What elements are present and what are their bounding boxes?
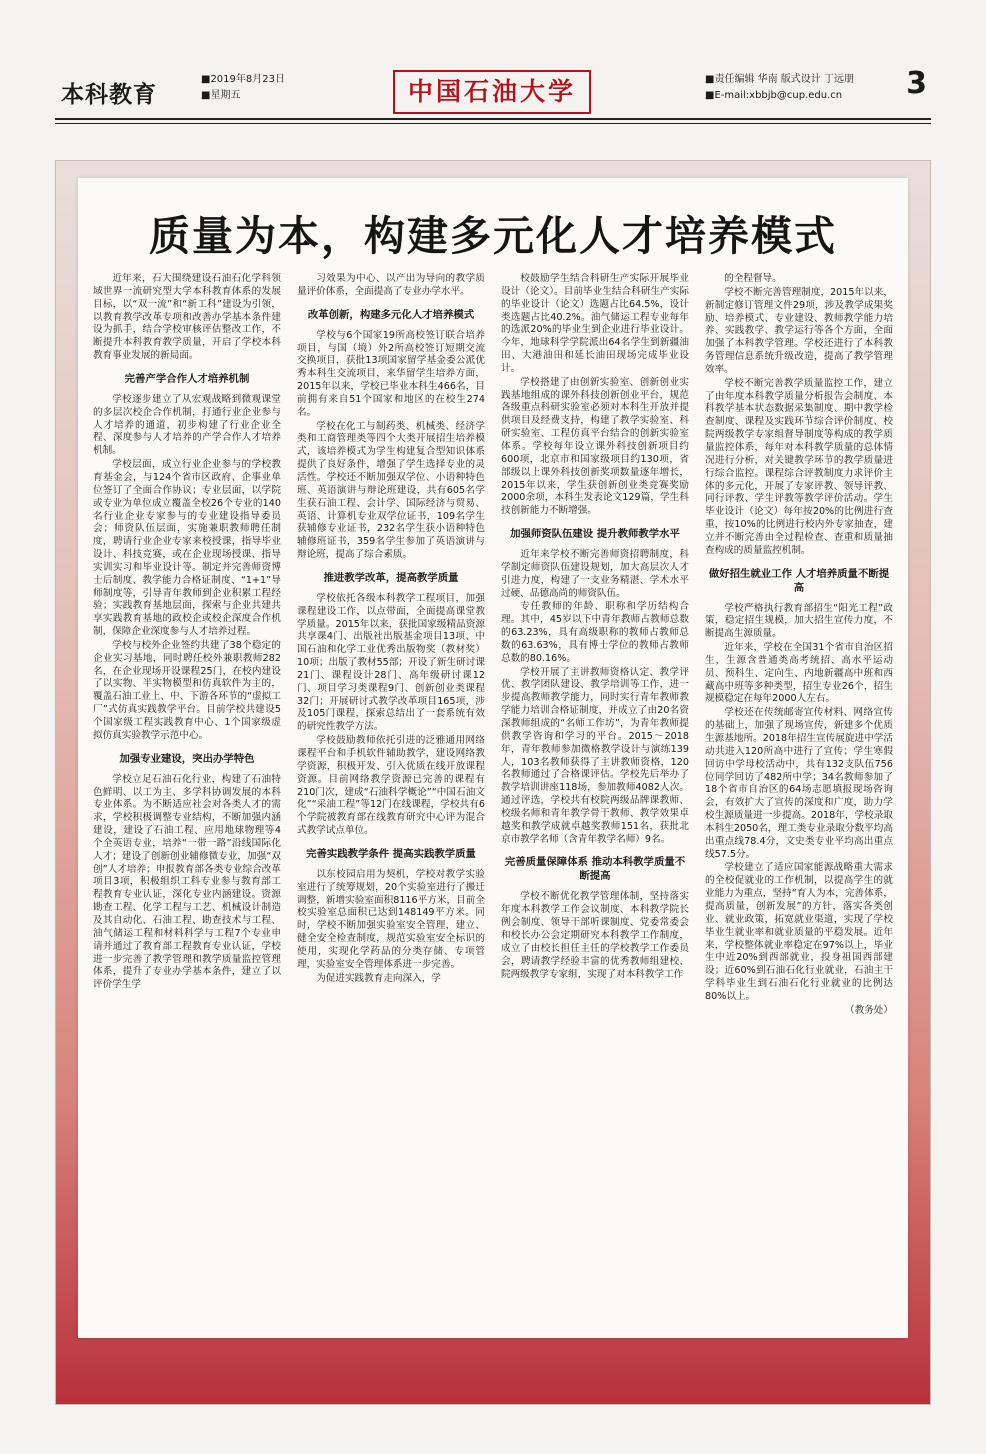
body-paragraph: 专任教师的年龄、职称和学历结构合理。其中，45岁以下中青年教师占教师总数的63.23%，具有高级职称的教师占教师总数的63.63%，具有博士学位的教师占教师总数的80.16%。: [501, 601, 689, 664]
section-heading: 改革创新，构建多元化人才培养模式: [307, 308, 475, 321]
body-paragraph: 近年来，学校在全国31个省市自治区招生，生源含普通类高考统招、高水平运动员、预科生、定向生、内地新疆高中班和西藏高中班等多种类型，招生专业26个，招生规模稳定在每年2000人左右。: [705, 642, 893, 705]
body-paragraph: 学校不断优化教学管理体制，坚持落实年度本科教学工作会议制度、本科教学院长例会制度、领导干部听课制度、党委常委会和校长办公会定期研究本科教学工作制度，成立了由校长担任主任的学校教学工作委员会，聘请教学经验丰富的优秀教师组建校、院两级教学专家组，实现了对本科教学工作: [501, 891, 689, 980]
body-paragraph: 学校不断完善教学质量监控工作，建立了由年度本科教学质量分析报告会制度、本科教学基本状态数据采集制度、期中教学检查制度、课程及实践环节综合评价制度、校院两级教学专家组督导制度等构成的教学质量监控体系，每年对本科教学质量的总体情况进行分析，对关键教学环节的教学质量进行综合监控。课程综合评教制度力求评价主体的多元化，开展了专家评教、领导评教、同行评教、学生评教等教学评价活动。学生毕业设计（论文）每年按20%的比例进行查重，按10%的比例进行校内外专家抽查，建立并不断完善由全过程检查、查重和质量抽查构成的质量监控机制。: [705, 377, 893, 556]
editors-line: ■责任编辑 华南 版式设计 丁远朋: [705, 74, 854, 85]
article-panel: [78, 178, 908, 1338]
newspaper-logo: 中国石油大学: [393, 70, 591, 114]
section-name: 本科教育: [61, 82, 157, 108]
article-column-2: [297, 273, 485, 1323]
body-paragraph: 以东校园启用为契机，学校对教学实验室进行了统筹规划，20个实验室进行了搬迁调整，新增实验室面积8116平方米，目前全校实验室总面积已达到148149平方米。同时，学校不断加强实验室安全管理，建立、健全安全检查制度，规范实验室安全标识的使用，实现化学药品的分类存储、专项管理，实验室安全管理体系进一步完善。: [297, 868, 485, 970]
issue-weekday: ■星期五: [201, 90, 241, 101]
body-paragraph: 学校依托各级本科教学工程项目，加强课程建设工作，以点带面，全面提高课堂教学质量。2015年以来，获批国家级精品资源共享课4门、出版社出版基金项目13项、中国石油和化学工业优秀出版物奖（教材奖）10项；出版了教材55部；开设了新生研讨课21门、课程设计28门、高年级研讨课12门、项目学习类课程9门、创新创业类课程32门；开展研讨式教学改革项目165项，涉及105门课程，探索总结出了一套系统有效的研究性教学方法。: [297, 592, 485, 733]
section-heading: 完善实践教学条件 提高实践教学质量: [306, 847, 476, 860]
article-column-4: [705, 273, 893, 1323]
article-column-3: [501, 273, 689, 1323]
issue-date: ■2019年8月23日: [201, 74, 285, 85]
body-paragraph: 校鼓励学生结合科研生产实际开展毕业设计（论文）。目前毕业生结合科研生产实际的毕业设计（论文）选题占比64.5%，设计类选题占比40.2%。油气储运工程专业每年的选派20%的毕业生到企业进行毕业设计。今年，地球科学学院派出64名学生到新疆油田、大港油田和延长油田现场完成毕业设计。: [501, 273, 689, 374]
body-paragraph: 为促进实践教育走向深入，学: [316, 972, 441, 984]
body-paragraph: 习效果为中心、以产出为导向的教学质量评价体系，全面提高了专业办学水平。: [297, 273, 485, 297]
body-paragraph: 的全程督导。: [724, 273, 782, 284]
section-heading: 完善质量保障体系 推动本科教学质量不断提高: [504, 856, 686, 883]
page-number: 3: [906, 66, 927, 101]
article-headline: 质量为本，构建多元化人才培养模式: [149, 212, 837, 260]
email-line: ■E-mail:xbbjb@cup.edu.cn: [705, 90, 843, 101]
article-column-1: [93, 273, 281, 1323]
body-paragraph: 近年来学校不断完善师资招聘制度，科学制定师资队伍建设规划，加大高层次人才引进力度，构建了一支业务精湛、学术水平过硬、品德高尚的师资队伍。: [501, 549, 689, 599]
issue-info: [201, 72, 285, 104]
body-paragraph: 学校严格执行教育部招生“阳光工程”政策，稳定招生规模，加大招生宣传力度，不断提高生源质量。: [705, 602, 893, 640]
body-paragraph: 学校还在传统邮寄宣传材料、网络宣传的基础上，加强了现场宣传，新建多个优质生源基地所。2018年招生宣传展旋进中学活动共进入120所高中进行了宣传；学生寒假回访中学母校活动中，共有132支队伍756位同学回访了482所中学；34名教师参加了18个省市自治区的64场志愿填报现场咨询会，有效扩大了宣传的深度和广度，助力学校生源质量进一步提高。2018年，学校录取本科生2050名，理工类专业录取分数平均高出重点线78.4分，文史类专业平均高出重点线57.5分。: [705, 707, 893, 860]
header-rule-thin: [55, 123, 931, 124]
masthead: [55, 66, 931, 118]
header-rule-thick: [55, 118, 931, 120]
editor-info: [705, 72, 854, 104]
article-body: [93, 273, 893, 1323]
body-paragraph: 学校搭建了由创新实验室、创新创业实践基地组成的课外科技创新创业平台，规范各级重点科研实验室必须对本科生开放并提供项目及经费支持，构建了教学实验室、科研实验室、工程仿真平台结合的创新实验室体系。学校每年设立课外科技创新项目约600项，北京市和国家级项目约130项，省部级以上课外科技创新奖项数量逐年增长，2015年以来，学生获创新创业类竞赛奖励2000余项，本科生发表论文129篇，学生科技创新能力不断增强。: [501, 376, 689, 517]
section-heading: 加强师资队伍建设 提升教师教学水平: [510, 528, 680, 541]
body-paragraph: 学校不断完善管理制度，2015年以来，新制定修订管理文件29项，涉及教学成果奖励、培养模式、专业建设、教师教学能力培养、实践教学、教学运行等各个方面，全面加强了本科教学管理。学校还进行了本科教务管理信息系统升级改造，提高了教学管理效率。: [705, 286, 893, 375]
author-signature: （教务处）: [845, 1004, 893, 1016]
section-heading: 做好招生就业工作 人才培养质量不断提高: [708, 567, 890, 594]
section-heading: 完善产学合作人才培养机制: [124, 372, 250, 385]
body-paragraph: 学校与校外企业签约共建了38个稳定的企业实习基地，同时聘任校外兼职教师282名，在企业现场开设课程25门，在校内建设了以实物、半实物模型和仿真软件为主的，覆盖石油工业上、中、下游各环节的“虚拟工厂”式仿真实践教学平台。目前学校共建设5个国家级工程实践教育中心、1个国家级虚拟仿真实验教学示范中心。: [93, 639, 281, 741]
body-paragraph: 学校鼓励教师依托引进的泛雅通用网络课程平台和手机软件辅助教学，建设网络教学资源，积极开发、引入优质在线开放课程资源。目前网络教学资源已完善的课程有210门次，建成“石油科学概论”“中国石油文化”“采油工程”等12门在线课程，学校共有6个学院被教育部在线教育研究中心评为混合式教学试点单位。: [297, 735, 485, 837]
body-paragraph: 学校立足石油石化行业，构建了石油特色鲜明、以工为主、多学科协调发展的本科专业体系。为不断适应社会对各类人才的需求，学校积极调整专业结构，不断加强内涵建设，建设了石油工程、应用地球物理等4个全英语专业，培养“一带一路”沿线国际化人才；建设了创新创业辅修微专业，加强“双创”人才培养；申报教育部各类专业综合改革项目3项，积极组织工科专业参与教育部工程教育专业认证，深化专业内涵建设。资源勘查工程、化学工程与工艺、机械设计制造及其自动化、石油工程、勘查技术与工程、油气储运工程和材料科学与工程7个专业申请并通过了教育部工程教育专业认证，学校进一步完善了教学管理和教学质量监控管理体系，提升了专业办学基本条件，建立了以评价学生学: [93, 773, 281, 991]
body-paragraph: 学校开展了主讲教师资格认定、教学评优、教学团队建设、教学培训等工作，进一步提高教师教学能力，同时实行青年教师教学能力培训合格证制度，并成立了由20名资深教师组成的“名师工作坊”，为青年教师提供教学咨询和学习的平台。2015～2018年，青年教师参加微格教学设计与演练139人，103名教师获得了主讲教师资格，120名教师通过了合格课评估。学校先后举办了教学培训讲座118场，参加教师4082人次。通过评选，学校共有校院两级品牌课教师、校级名师和青年教学骨干教师、教学效果卓越奖和教学成就卓越奖教师151名，获批北京市教学名师（含青年教学名师）9名。: [501, 666, 689, 845]
body-paragraph: 学校层面，成立行业企业参与的学校教育基金会，与124个省市区政府、企事业单位签订了全面合作协议；专业层面，以学院或专业为单位成立覆盖全校26个专业的140名行业企业专家参与的专业建设指导委员会；师资队伍层面，实施兼职教师聘任制度，聘请行业企业专家来校授课，指导毕业设计、科技竞赛，或在企业现场授课、指导实训实习和毕业设计等。制定并完善师资博士后制度、教学能力合格证制度、“1+1”导师制度等，引导青年教师到企业积累工程经验；实践教育基地层面，探索与企业共建共享实践教育基地的政校企或校企深度合作机制，保障企业深度参与人才培养过程。: [93, 459, 281, 638]
section-heading: 推进教学改革，提高教学质量: [323, 571, 459, 584]
section-heading: 加强专业建设，突出办学特色: [119, 752, 255, 765]
body-paragraph: 学校在化工与制药类、机械类、经济学类和工商管理类等四个大类开展招生培养模式，该培养模式为学生构建复合型知识体系提供了良好条件，增强了学生选择专业的灵活性。学校还不断加强双学位、小语种特色班、英语演讲与辩论班建设，共有605名学生获石油工程、会计学、国际经济与贸易、英语、计算机专业双学位证书，109名学生获辅修专业证书，232名学生获小语种特色辅修班证书，359名学生参加了英语演讲与辩论班，提高了综合素质。: [297, 420, 485, 561]
body-paragraph: 学校建立了适应国家能源战略重大需求的全校促就业的工作机制，以提高学生的就业能力为重点，坚持“育人为本，完善体系，提高质量，创新发展”的方针，落实各类创业、就业政策，拓宽就业渠道，实现了学校毕业生就业率和就业质量的平稳发展。近年来，学校整体就业率稳定在97%以上，毕业生中近20%到西部就业，投身祖国西部建设；近60%到石油石化行业就业，石油主干学科毕业生到石油石化行业就业的比例达80%以上。: [705, 862, 893, 1002]
body-paragraph: 学校逐步建立了从宏观战略到微观课堂的多层次校企合作机制，打通行业企业参与人才培养的通道，初步构建了行业企业全程、深度参与人才培养的产学合作人才培养机制。: [93, 393, 281, 457]
body-paragraph: 学校与6个国家19所高校签订联合培养项目，与国（境）外2所高校签订短期交流交换项目，获批13项国家留学基金委公派优秀本科生交流项目，来华留学生培养方面，2015年以来，学校已毕业本科生466名，目前拥有来自51个国家和地区的在校生274名。: [297, 329, 485, 418]
body-paragraph: 近年来，石大围绕建设石油石化学科领域世界一流研究型大学本科教育体系的发展目标，以“双一流”和“新工科”建设为引领，以教育教学改革专项和改善办学基本条件建设为抓手，结合学校审核评估整改工作，不断提升本科教育教学质量，开启了学校本科教育事业发展的新局面。: [93, 273, 281, 362]
